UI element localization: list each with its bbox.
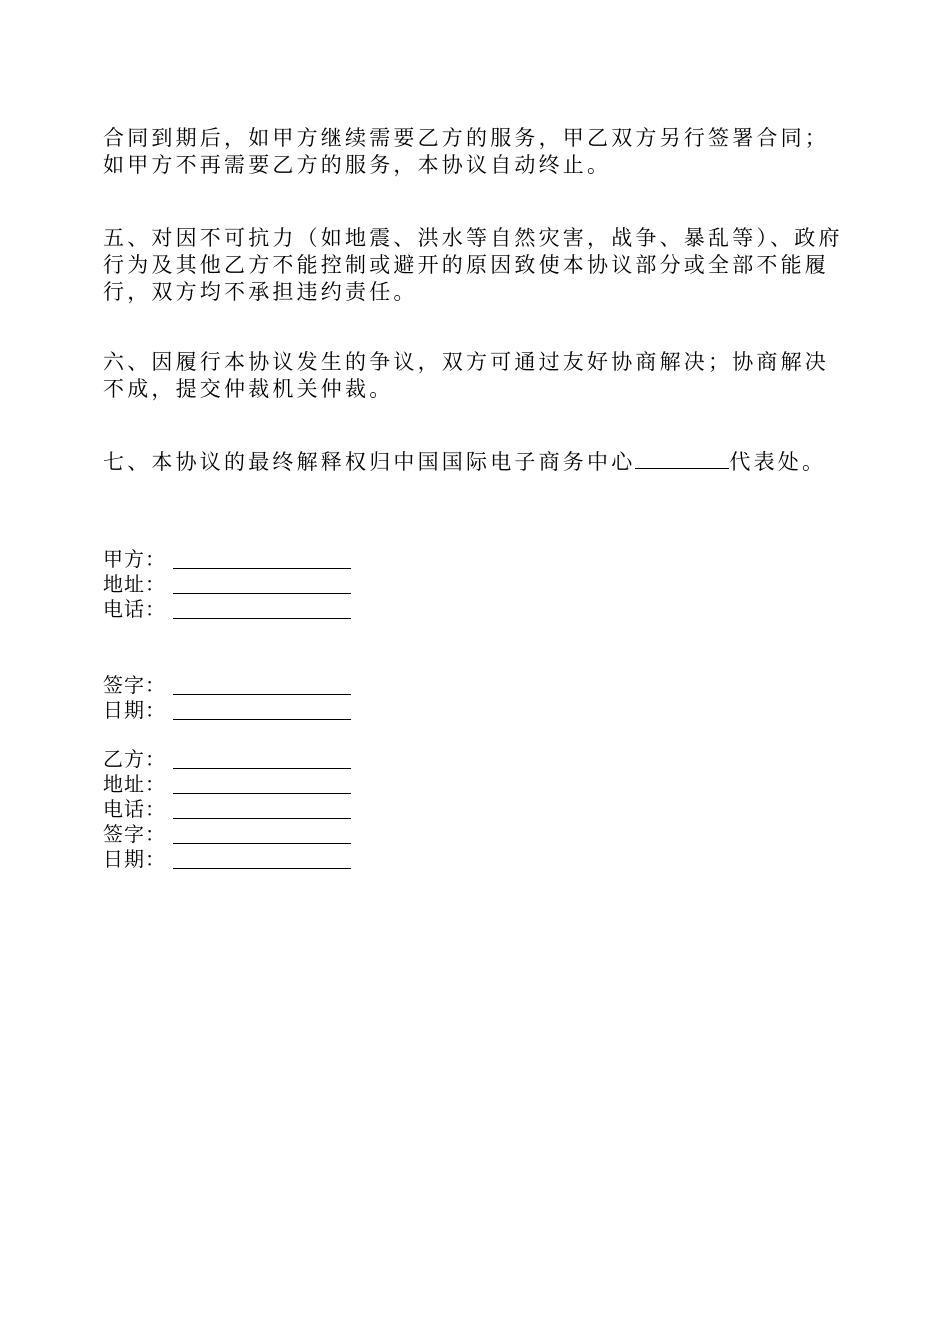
party-a-name-line <box>173 550 351 569</box>
party-a-address-line <box>173 575 351 594</box>
paragraph-force-majeure: 五、对因不可抗力（如地震、洪水等自然灾害，战争、暴乱等）、政府行为及其他乙方不能控制或避开的原因致使本协议部分或全部不能履行，双方均不承担违约责任。 <box>103 226 843 304</box>
party-b-address-field <box>103 772 351 797</box>
party-a-address-field <box>103 572 351 597</box>
party-a-date-field <box>103 698 351 723</box>
party-a-date-label: 日期： <box>103 698 166 722</box>
party-a-info <box>103 547 351 622</box>
clause7-suffix: 代表处。 <box>729 450 827 474</box>
party-a-name-field <box>103 547 351 572</box>
party-b-address-line <box>173 775 351 794</box>
party-a-phone-label: 电话： <box>103 597 166 621</box>
party-b-name-label: 乙方： <box>103 747 166 771</box>
party-b-info <box>103 747 351 872</box>
party-a-signature-field <box>103 673 351 698</box>
party-b-phone-label: 电话： <box>103 797 166 821</box>
representative-office-blank <box>635 449 729 469</box>
party-a-address-label: 地址： <box>103 572 166 596</box>
party-b-date-line <box>173 850 351 869</box>
clause7-text: 七、本协议的最终解释权归中国国际电子商务中心 <box>103 450 636 474</box>
party-b-phone-line <box>173 800 351 819</box>
party-a-date-line <box>173 701 351 720</box>
party-a-signature <box>103 673 351 723</box>
party-b-name-field <box>103 747 351 772</box>
party-b-date-field <box>103 847 351 872</box>
party-a-signature-line <box>173 676 351 695</box>
party-b-date-label: 日期： <box>103 847 166 871</box>
party-b-phone-field <box>103 797 351 822</box>
party-a-name-label: 甲方： <box>103 547 166 571</box>
paragraph-interpretation <box>103 449 853 476</box>
paragraph-contract-expiry: 合同到期后，如甲方继续需要乙方的服务，甲乙双方另行签署合同；如甲方不再需要乙方的服务，本协议自动终止。 <box>103 126 829 177</box>
party-b-address-label: 地址： <box>103 772 166 796</box>
paragraph-dispute-resolution: 六、因履行本协议发生的争议，双方可通过友好协商解决；协商解决不成，提交仲裁机关仲裁。 <box>103 350 829 401</box>
party-a-signature-label: 签字： <box>103 673 166 697</box>
party-b-signature-label: 签字： <box>103 822 166 846</box>
party-a-phone-field <box>103 597 351 622</box>
party-b-signature-field <box>103 822 351 847</box>
party-b-name-line <box>173 750 351 769</box>
party-a-phone-line <box>173 600 351 619</box>
party-b-signature-line <box>173 825 351 844</box>
